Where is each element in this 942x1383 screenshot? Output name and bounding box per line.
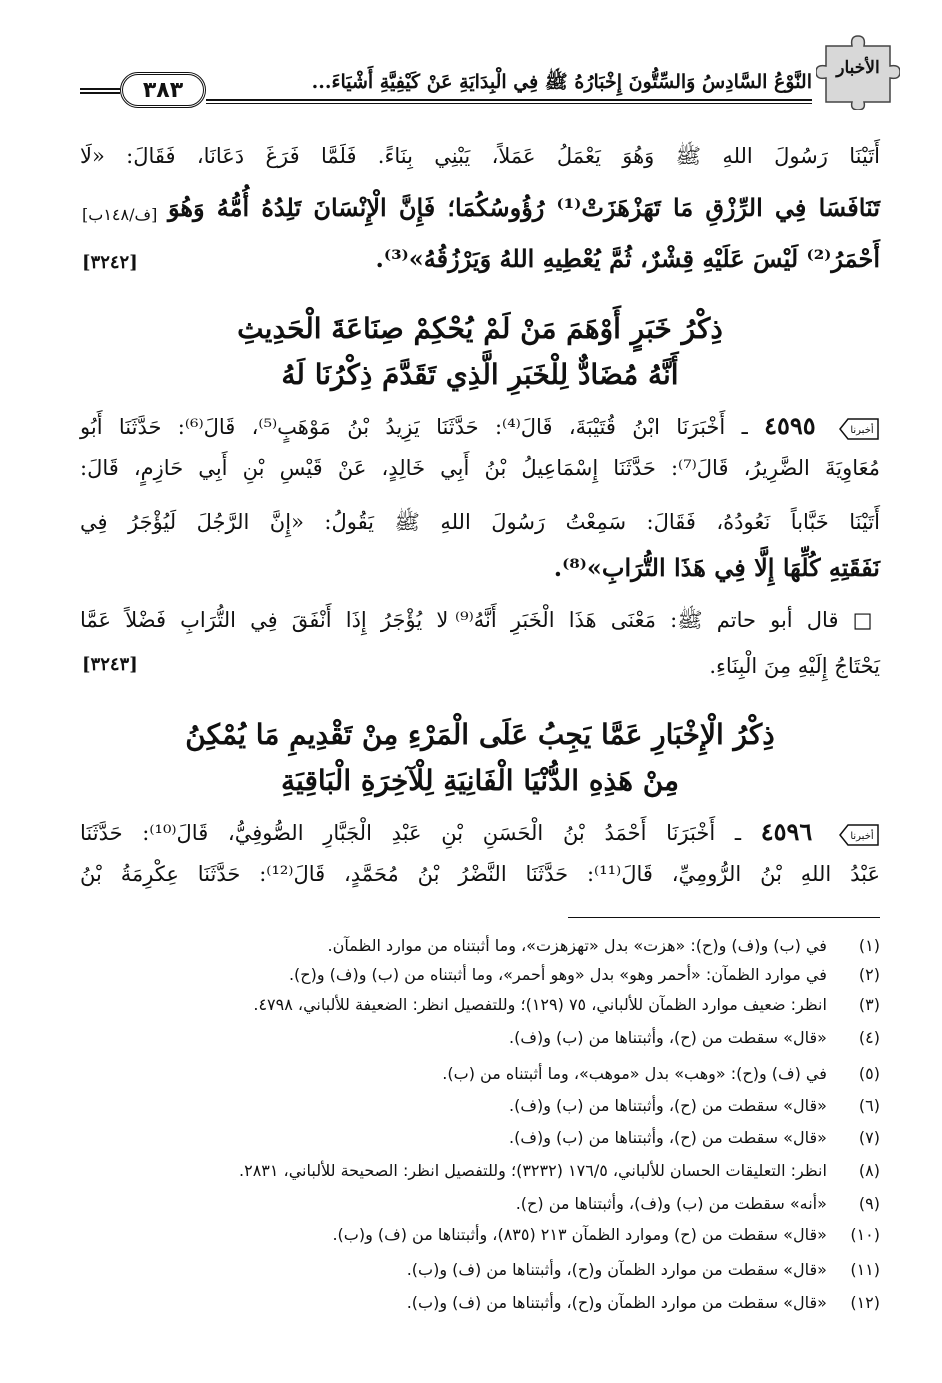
hadith-ref-number: [٣٢٤٣] (82, 654, 138, 675)
page-header (80, 32, 900, 114)
hadith-4596-line (80, 817, 880, 847)
text-line: عَبْدُ اللهِ بْنُ الرُّومِيِّ، قَالَ⁽¹¹⁾: حَدَّثَنَا النَّضْرُ بْنُ مُحَمَّدٍ، قَالَ⁽¹²⁾: حَدَّثَنَا عِكْرِمَةُ بْنُ (80, 862, 880, 886)
hadith-text: ـ أَخْبَرَنَا أَحْمَدُ بْنُ الْحَسَنِ بْنِ عَبْدِ الْجَبَّارِ الصُّوفِيُّ، قَالَ⁽¹⁰⁾: حَدَّثَنَا (80, 821, 742, 845)
footnote: (٩) «أنه» سقطت من (ب) و(ف)، وأثبتناها من (ح). (515, 1194, 880, 1213)
text-line: تَنَافَسَا فِي الرِّزْقِ مَا تَهَزْهَزَتْ⁽¹⁾ رُؤُوسُكُمَا؛ فَإِنَّ الْإِنْسَانَ تَلِدُهُ أُمُّهُ وَهُوَ (168, 193, 880, 222)
akhbarna-icon (838, 823, 880, 847)
footnote: (١) في (ب) و(ف) و(ح): «هزت» بدل «تهزهزت»، وما أثبتناه من موارد الظمآن. (327, 936, 880, 955)
akhbarna-icon (838, 417, 880, 441)
text-line: أَتَيْنَا رَسُولَ اللهِ ﷺ وَهُوَ يَعْمَلُ عَمَلاً، يَبْنِي بِنَاءً. فَلَمَّا فَرَغَ دَعَانَا، فَقَالَ: «لَا (80, 144, 880, 168)
section-title: ذِكْرُ الْإِخْبَارِ عَمَّا يَجِبُ عَلَى الْمَرْءِ مِنْ تَقْدِيمِ مَا يُمْكِنُ (185, 718, 775, 751)
footnote-separator (568, 917, 880, 918)
hadith-number: ٤٥٩٦ (760, 817, 813, 846)
footnote: (٢) في موارد الظمآن: «أحمر وهو» بدل «وهو أحمر»، وما أثبتناه من (ب) و(ف) و(ح). (288, 965, 880, 984)
footnote: (٧) «قال» سقطت من (ح)، وأثبتناها من (ب) و(ف). (509, 1128, 880, 1147)
section-badge-label: الأخبار (836, 58, 880, 78)
footnote: (٤) «قال» سقطت من (ح)، وأثبتناها من (ب) و(ف). (509, 1028, 880, 1047)
header-rule (206, 99, 812, 104)
text-line: أَحْمَرُ⁽²⁾ لَيْسَ عَلَيْهِ قِشْرٌ، ثُمَّ يُعْطِيهِ اللهُ وَيَرْزُقُهُ»⁽³⁾. (375, 244, 880, 273)
text-line: مُعَاوِيَةَ الضَّرِيرُ، قَالَ⁽⁷⁾: حَدَّثَنَا إِسْمَاعِيلُ بْنُ أَبِي خَالِدٍ، عَنْ قَيْسِ بْنِ أَبِي حَازِمٍ، قَالَ: (80, 456, 880, 480)
abu-hatim-note: □ قال أبو حاتم ﷺ: مَعْنَى هَذَا الْخَبَرِ أَنَّهُ⁽⁹⁾ لا يُؤْجَرُ إِذَا أَنْفَقَ فِي التُّرَابِ فَضْلاً عَمَّا (80, 608, 880, 632)
footnote: (٣) انظر: ضعيف موارد الظمآن للألباني، ٧٥ (١٢٩)؛ وللتفصيل انظر: الضعيفة للألباني، ٤٧٩٨. (253, 995, 880, 1014)
manuscript-folio-ref: [ف/١٤٨ب] (82, 205, 158, 224)
header-ornament-lines (80, 88, 120, 94)
running-title: النَّوْعُ السَّادِسُ وَالسِّتُّونَ إِخْبَارُهُ ﷺ فِي الْبِدَايَةِ عَنْ كَيْفِيَّةِ أَشْيَاءَ... (311, 71, 812, 93)
hadith-number: ٤٥٩٥ (764, 411, 816, 440)
akhbarna-icon-label: أخبرنا (850, 830, 874, 842)
footnote: (٥) في (ف) و(ح): «وهب» بدل «موهب»، وما أثبتناه من (ب). (442, 1064, 880, 1083)
text-line: نَفَقَتِهِ كُلِّهَا إِلَّا فِي هَذَا التُّرَابِ»⁽⁸⁾. (553, 553, 880, 582)
footnote: (١٠) «قال» سقطت من (ح) وموارد الظمآن ٢١٣ (٨٣٥)، وأثبتناها من (ف) و(ب). (332, 1225, 880, 1244)
footnote: (١٢) «قال» سقطت من موارد الظمآن و(ح)، وأثبتناها من (ف) و(ب). (406, 1293, 880, 1312)
akhbarna-icon-label: أخبرنا (850, 424, 874, 436)
text-line: أَتَيْنَا خَبَّاباً نَعُودُهُ، فَقَالَ: سَمِعْتُ رَسُولَ اللهِ ﷺ يَقُولُ: «إِنَّ الرَّجُلَ لَيُؤْجَرُ فِي (80, 510, 880, 534)
section-title: أَنَّهُ مُضَادٌّ لِلْخَبَرِ الَّذِي تَقَدَّمَ ذِكْرُنَا لَهُ (281, 358, 679, 391)
hadith-4595-line (80, 411, 880, 441)
hadith-text: ـ أَخْبَرَنَا ابْنُ قُتَيْبَةَ، قَالَ⁽⁴⁾: حَدَّثَنَا يَزِيدُ بْنُ مَوْهَبٍ⁽⁵⁾، قَالَ⁽⁶⁾: حَدَّثَنَا أَبُو (80, 415, 748, 439)
square-bullet-icon: □ (838, 608, 880, 632)
hadith-ref-number: [٣٢٤٢] (82, 252, 138, 273)
footnote: (٨) انظر: التعليقات الحسان للألباني، ١٧٦/٥ (٣٢٣٢)؛ وللتفصيل انظر: الصحيحة للألباني، ٢٨٣١. (239, 1161, 880, 1180)
footnote: (٦) «قال» سقطت من (ح)، وأثبتناها من (ب) و(ف). (509, 1096, 880, 1115)
footnote: (١١) «قال» سقطت من موارد الظمآن و(ح)، وأثبتناها من (ف) و(ب). (406, 1260, 880, 1279)
page-number: ٣٨٣ (120, 72, 206, 108)
text-line: يَحْتَاجُ إِلَيْهِ مِنَ الْبِنَاءِ. (709, 654, 880, 678)
section-title: ذِكْرُ خَبَرٍ أَوْهَمَ مَنْ لَمْ يُحْكِمْ صِنَاعَةَ الْحَدِيثِ (237, 312, 723, 345)
section-title: مِنْ هَذِهِ الدُّنْيَا الْفَانِيَةِ لِلْآخِرَةِ الْبَاقِيَةِ (280, 764, 680, 797)
section-badge (816, 32, 900, 110)
